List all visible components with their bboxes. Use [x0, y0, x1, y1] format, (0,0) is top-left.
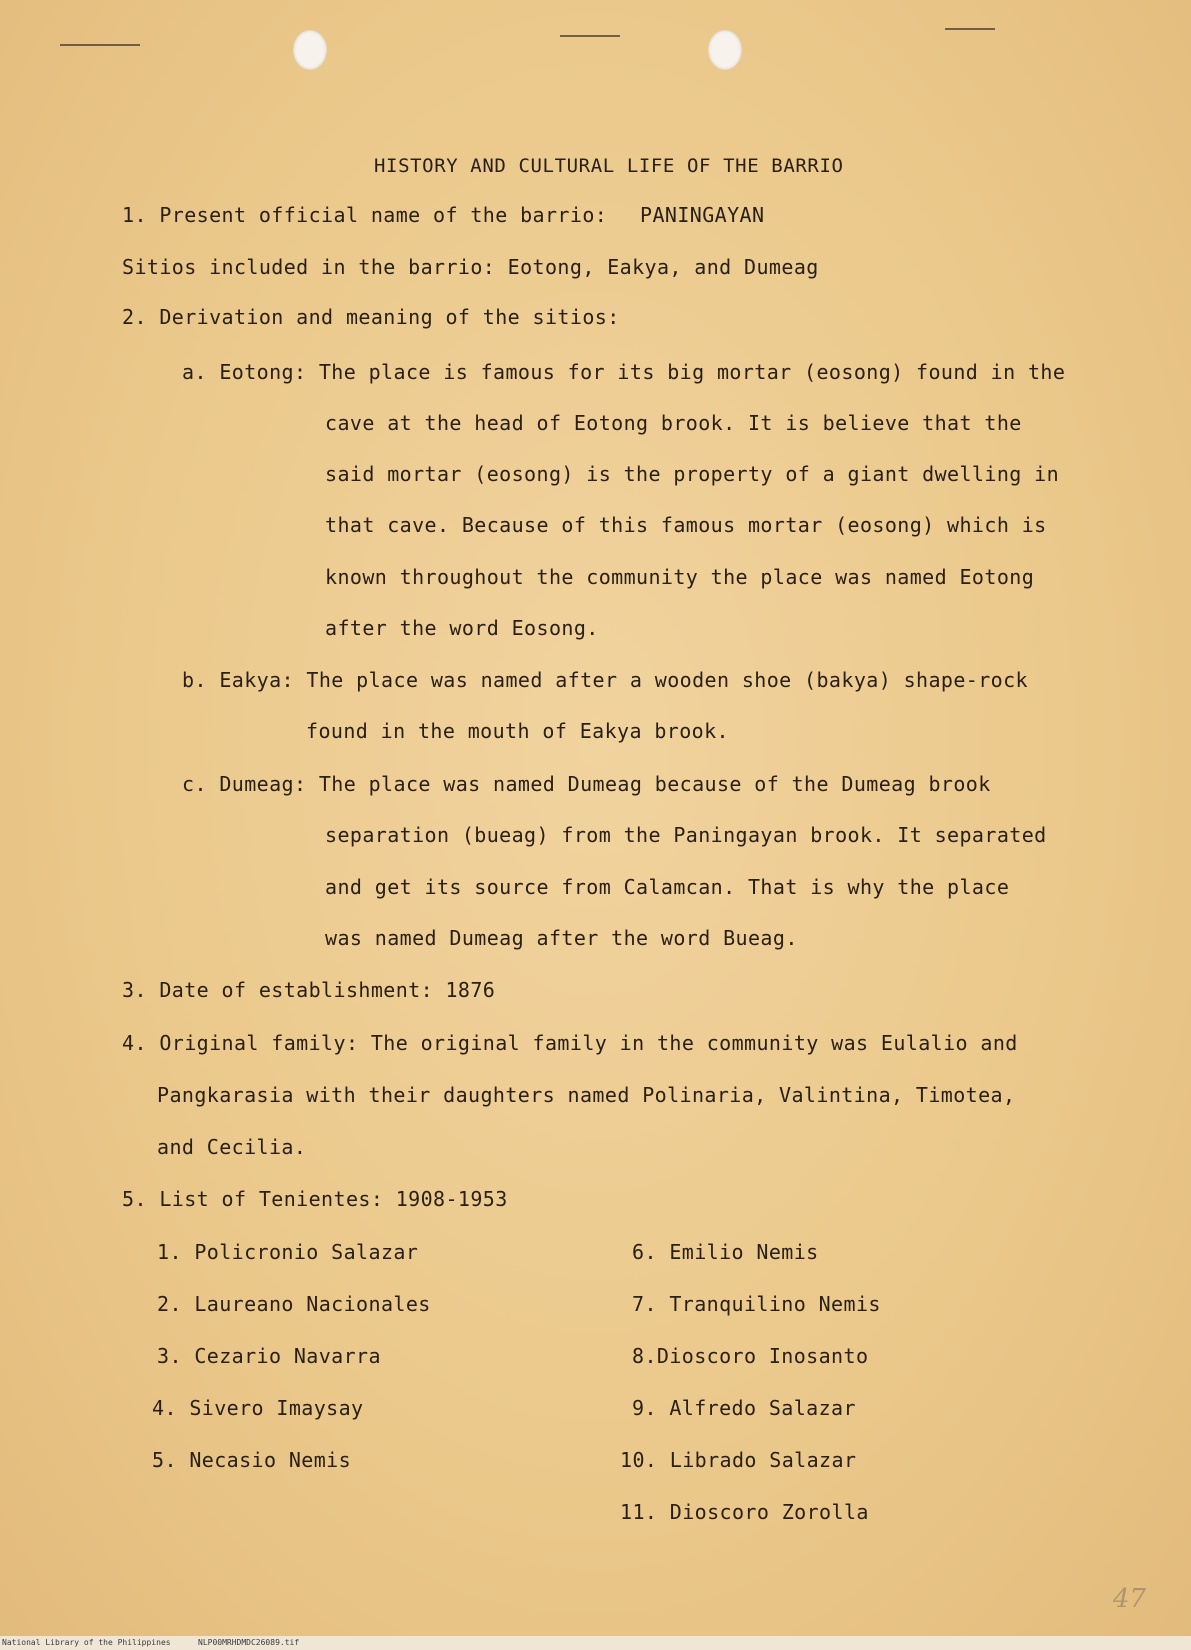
sitio-a-line: a. Eotong: The place is famous for its big mortar (eosong) found in the	[182, 360, 1066, 384]
teniente-item: 8.Dioscoro Inosanto	[632, 1344, 869, 1368]
teniente-item: 5. Necasio Nemis	[152, 1448, 352, 1472]
item-1-label: 1. Present official name of the barrio:	[122, 203, 608, 227]
teniente-item: 3. Cezario Navarra	[157, 1344, 381, 1368]
teniente-item: 6. Emilio Nemis	[632, 1240, 819, 1264]
teniente-item: 11. Dioscoro Zorolla	[620, 1500, 869, 1524]
footer-filename: NLP00MRHDMDC26089.tif	[198, 1638, 300, 1647]
top-mark	[560, 35, 620, 37]
item-4-line: Pangkarasia with their daughters named Polinaria, Valintina, Timotea,	[157, 1083, 1016, 1107]
teniente-item: 2. Laureano Nacionales	[157, 1292, 431, 1316]
punch-hole-left	[293, 30, 327, 70]
sitio-b-line: found in the mouth of Eakya brook.	[306, 719, 729, 743]
scan-footer	[0, 1636, 1191, 1650]
item-4-line: 4. Original family: The original family in the community was Eulalio and	[122, 1031, 1018, 1055]
barrio-name: PANINGAYAN	[640, 203, 765, 227]
item-2-heading: 2. Derivation and meaning of the sitios:	[122, 305, 620, 329]
sitio-c-line: separation (bueag) from the Paningayan brook. It separated	[325, 823, 1047, 847]
handwritten-page-number: 47	[1112, 1584, 1146, 1614]
sitio-c-line: c. Dumeag: The place was named Dumeag because of the Dumeag brook	[182, 772, 991, 796]
sitio-a-line: that cave. Because of this famous mortar (eosong) which is	[325, 513, 1047, 537]
sitio-a-line: known throughout the community the place was named Eotong	[325, 565, 1035, 589]
teniente-item: 7. Tranquilino Nemis	[632, 1292, 881, 1316]
footer-library: National Library of the Philippines	[2, 1638, 171, 1647]
punch-hole-right	[708, 30, 742, 70]
teniente-item: 1. Policronio Salazar	[157, 1240, 419, 1264]
item-5-heading: 5. List of Tenientes: 1908-1953	[122, 1187, 508, 1211]
teniente-item: 4. Sivero Imaysay	[152, 1396, 364, 1420]
sitio-c-line: was named Dumeag after the word Bueag.	[325, 926, 798, 950]
sitio-a-line: said mortar (eosong) is the property of a giant dwelling in	[325, 462, 1060, 486]
sitio-a-line: after the word Eosong.	[325, 616, 599, 640]
top-mark	[945, 28, 995, 30]
item-3-date: 3. Date of establishment: 1876	[122, 978, 496, 1002]
sitio-c-line: and get its source from Calamcan. That is why the place	[325, 875, 1010, 899]
sitio-b-line: b. Eakya: The place was named after a wooden shoe (bakya) shape-rock	[182, 668, 1028, 692]
item-4-line: and Cecilia.	[157, 1135, 307, 1159]
top-mark	[60, 44, 140, 46]
teniente-item: 10. Librado Salazar	[620, 1448, 857, 1472]
page-title: HISTORY AND CULTURAL LIFE OF THE BARRIO	[374, 155, 844, 177]
teniente-item: 9. Alfredo Salazar	[632, 1396, 856, 1420]
sitios-line: Sitios included in the barrio: Eotong, Eakya, and Dumeag	[122, 255, 819, 279]
sitio-a-line: cave at the head of Eotong brook. It is believe that the	[325, 411, 1022, 435]
